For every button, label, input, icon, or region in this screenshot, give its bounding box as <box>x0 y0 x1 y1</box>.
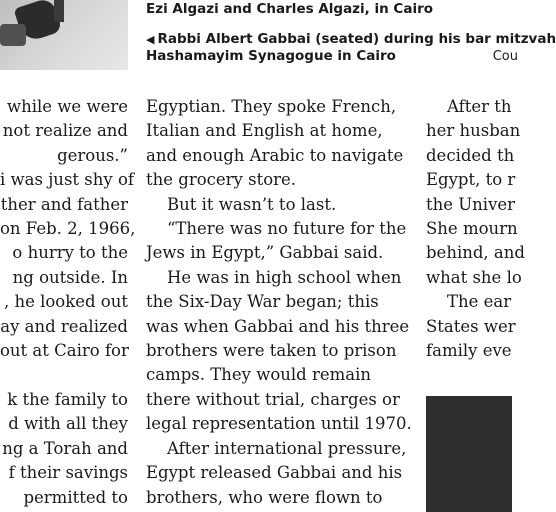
text-line: o hurry to the <box>12 243 128 263</box>
text-line: behind, and <box>426 243 525 263</box>
courtesy-credit: Cou <box>492 49 518 64</box>
article-column-middle <box>146 95 412 510</box>
text-line: family eve <box>426 341 512 361</box>
text-line: brothers were taken to prison <box>146 341 397 361</box>
text-line: while we were <box>7 97 128 116</box>
text-line: the Six-Day War began; this <box>146 292 379 312</box>
text-line: out at Cairo for <box>0 341 129 361</box>
text-line: and enough Arabic to navigate <box>146 145 404 165</box>
text-line: permitted to <box>23 487 128 507</box>
text-line: the grocery store. <box>146 170 297 190</box>
text-line: f their savings <box>8 463 128 483</box>
text-line: ay and realized <box>0 316 128 336</box>
top-photo <box>0 0 128 70</box>
left-arrow-icon: ◀ <box>146 33 155 46</box>
text-line: She mourn <box>426 219 518 239</box>
text-line: , he looked out <box>3 292 128 312</box>
text-line: i was just shy of <box>0 170 134 190</box>
text-line: Egyptian. They spoke French, <box>146 97 397 116</box>
text-line: on Feb. 2, 1966, <box>0 219 136 239</box>
caption-line: Hashamayim Synagogue in Cairo <box>146 48 396 64</box>
text-line: The ear <box>426 292 512 312</box>
photo-placeholder <box>426 396 512 512</box>
caption-line: Rabbi Albert Gabbai (seated) during his bar mitzvah <box>157 31 556 47</box>
text-line: brothers, who were flown to <box>146 487 383 507</box>
article-column-left <box>0 95 136 510</box>
text-line: Italian and English at home, <box>146 121 383 141</box>
text-line: He was in high school when <box>146 267 402 287</box>
photo-credit: Ezi Algazi and Charles Algazi, in Cairo <box>146 1 434 17</box>
text-line: camps. They would remain <box>146 365 372 385</box>
text-line: was when Gabbai and his three <box>146 316 410 336</box>
text-line: the Univer <box>426 194 516 214</box>
text-line: not realize and <box>2 121 128 141</box>
photo-caption <box>146 31 556 65</box>
text-line: her husban <box>426 121 521 141</box>
text-line: gerous.” <box>57 145 128 165</box>
photo-figure <box>54 0 64 22</box>
text-line: After international pressure, <box>146 438 407 458</box>
text-line: ng a Torah and <box>2 438 128 458</box>
text-line: decided th <box>426 145 515 165</box>
article-column-right <box>426 95 525 363</box>
text-line: After th <box>426 97 512 116</box>
text-line: Egypt, to r <box>426 170 516 190</box>
text-line: “There was no future for the <box>146 219 407 239</box>
text-line: States wer <box>426 316 516 336</box>
text-line: legal representation until 1970. <box>146 414 412 434</box>
text-line: ther and father <box>0 194 128 214</box>
text-line: Egypt released Gabbai and his <box>146 463 403 483</box>
text-line: But it wasn’t to last. <box>146 194 337 214</box>
text-line: what she lo <box>426 267 522 287</box>
text-line: d with all they <box>8 414 128 434</box>
text-line: ng outside. In <box>12 267 128 287</box>
text-line <box>0 363 128 387</box>
text-line: there without trial, charges or <box>146 389 400 409</box>
text-line: k the family to <box>7 389 128 409</box>
photo-figure <box>0 24 26 46</box>
text-line: Jews in Egypt,” Gabbai said. <box>146 243 384 263</box>
